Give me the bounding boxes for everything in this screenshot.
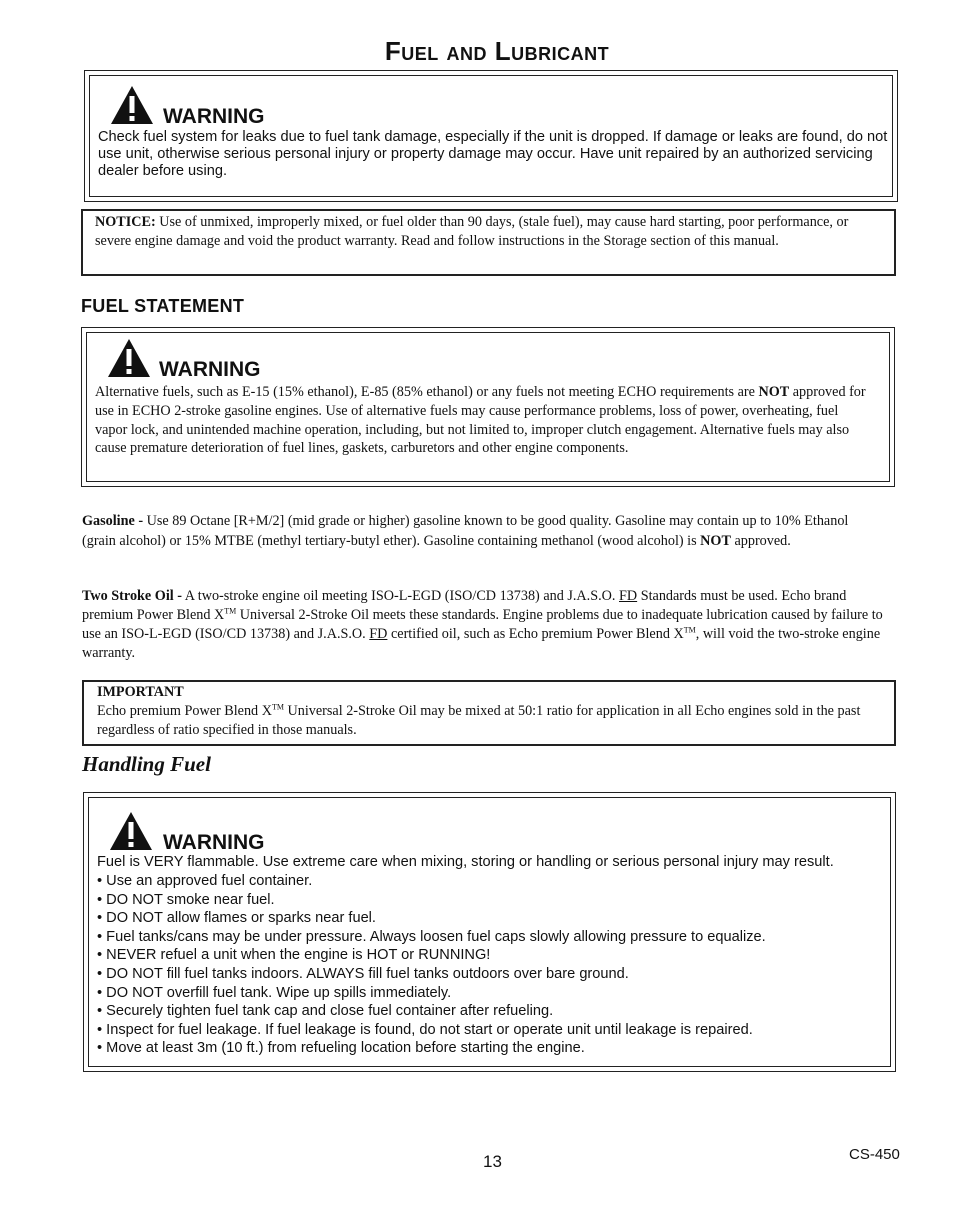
important-box xyxy=(82,680,896,746)
warning-box-alternative-fuels xyxy=(81,327,895,487)
list-item: • DO NOT overfill fuel tank. Wipe up spills immediately. xyxy=(97,984,892,1003)
list-item: • DO NOT fill fuel tanks indoors. ALWAYS fill fuel tanks outdoors over bare ground. xyxy=(97,965,892,984)
warning-triangle-icon xyxy=(107,338,151,378)
list-item: • Use an approved fuel container. xyxy=(97,872,892,891)
notice-body: Use of unmixed, improperly mixed, or fuel older than 90 days, (stale fuel), may cause hard starting, poor performance, or severe engine damage and void the product warranty. Read and follow instructions in the Storage section of this manual. xyxy=(95,214,849,249)
gasoline-paragraph: Gasoline - Use 89 Octane [R+M/2] (mid grade or higher) gasoline known to be good quality. Gasoline may contain up to 10% Ethanol (grain alcohol) or 15% MTBE (methyl tertiary-butyl ether). Gasoline containing methanol (wood alcohol) is NOT approved. xyxy=(82,513,849,549)
warning-label: WARNING xyxy=(163,105,265,128)
warning-text: Alternative fuels, such as E-15 (15% ethanol), E-85 (85% ethanol) or any fuels not meeting ECHO requirements are NOT approved for use in ECHO 2-stroke gasoline engines. Use of alternative fuels may cause performance problems, loss of power, overheating, fuel vapor lock, and unintended machine operation, including, but not limited to, improper clutch engagement. Alternative fuels may also cause premature deterioration of fuel lines, gaskets, carburetors and other engine components. xyxy=(95,384,866,457)
warning-triangle-icon xyxy=(110,85,154,125)
fuel-statement-heading: FUEL STATEMENT xyxy=(81,296,245,316)
warning-label: WARNING xyxy=(159,358,261,381)
list-item: • Inspect for fuel leakage. If fuel leakage is found, do not start or operate unit until leakage is repaired. xyxy=(97,1021,892,1040)
handling-fuel-heading: Handling Fuel xyxy=(82,752,211,776)
warning-text: Check fuel system for leaks due to fuel tank damage, especially if the unit is dropped. If damage or leaks are found, do not use unit, otherwise serious personal injury or property damage may occur. Have unit repaired by an authorized servicing dealer before using. xyxy=(98,129,888,179)
list-item: • Securely tighten fuel tank cap and close fuel container after refueling. xyxy=(97,1002,892,1021)
list-item: • Fuel tanks/cans may be under pressure. Always loosen fuel caps slowly allowing pressure to equalize. xyxy=(97,928,892,947)
warning-box-fuel-leaks xyxy=(84,70,898,202)
list-item: • DO NOT allow flames or sparks near fuel. xyxy=(97,909,892,928)
warning-bullet-list xyxy=(97,872,892,1058)
page-title: Fuel and Lubricant xyxy=(384,36,610,66)
page-number: 13 xyxy=(483,1152,502,1171)
warning-intro: Fuel is VERY flammable. Use extreme care when mixing, storing or handling or serious personal injury may result. xyxy=(97,854,834,870)
important-text: Echo premium Power Blend X™ Universal 2-Stroke Oil may be mixed at 50:1 ratio for application in all Echo engines sold in the past regardless of ratio specified in those manuals. xyxy=(97,702,861,738)
warning-label: WARNING xyxy=(163,831,265,854)
notice-box xyxy=(81,209,896,276)
list-item: • NEVER refuel a unit when the engine is HOT or RUNNING! xyxy=(97,946,892,965)
warning-box-handling-fuel xyxy=(83,792,896,1072)
notice-text xyxy=(95,213,873,251)
important-heading: IMPORTANT xyxy=(97,684,184,700)
list-item: • DO NOT smoke near fuel. xyxy=(97,891,892,910)
warning-triangle-icon xyxy=(109,811,153,851)
two-stroke-oil-paragraph: Two Stroke Oil - A two-stroke engine oil meeting ISO-L-EGD (ISO/CD 13738) and J.A.S.O. FD Standards must be used. Echo brand premium Power Blend X™ Universal 2-Stroke Oil meets these standards. Engine problems due to inadequate lubrication caused by failure to use an ISO-L-EGD (ISO/CD 13738) and J.A.S.O. FD certified oil, such as Echo premium Power Blend X™, will void the two-stroke engine warranty. xyxy=(82,588,883,661)
notice-lead: NOTICE: xyxy=(95,214,156,230)
list-item: • Move at least 3m (10 ft.) from refueling location before starting the engine. xyxy=(97,1039,892,1058)
model-number: CS-450 xyxy=(849,1146,900,1163)
